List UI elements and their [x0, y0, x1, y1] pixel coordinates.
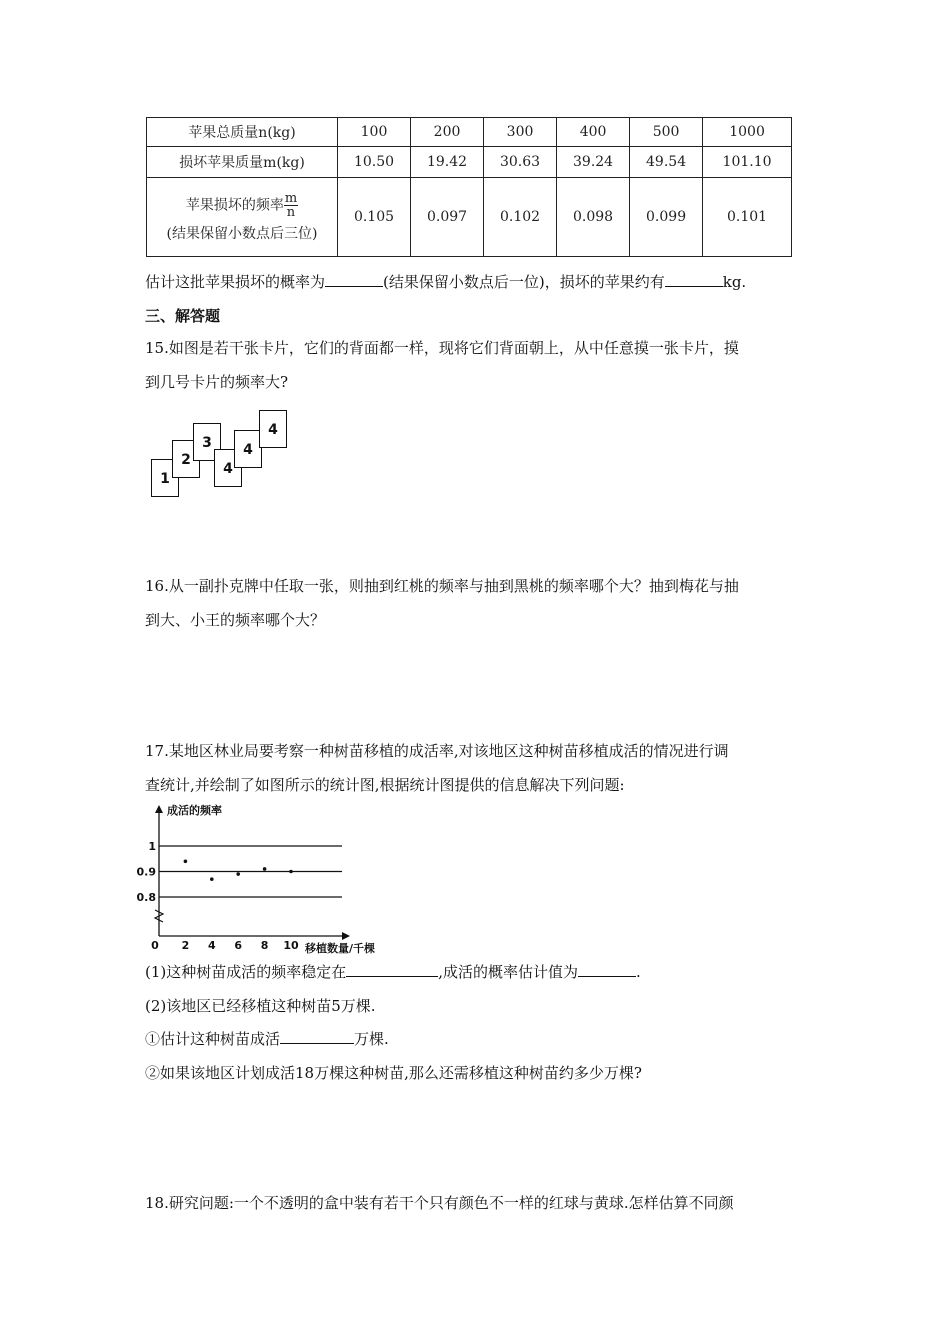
table-cell: 101.10 [703, 147, 792, 178]
data-point [184, 860, 188, 864]
table-cell: 400 [557, 118, 630, 147]
table-cell: 0.102 [484, 178, 557, 257]
row-label: 苹果总质量n(kg) [147, 118, 338, 147]
q17-sub2-1-text-b: 万棵. [354, 1030, 389, 1048]
table-cell: 500 [630, 118, 703, 147]
card-4: 4 [234, 430, 262, 468]
fraction-denominator: n [286, 204, 296, 220]
x-tick-label: 6 [234, 939, 243, 952]
q17-sub2-1-text-a: ①估计这种树苗成活 [145, 1030, 281, 1048]
q17-sub2: (2)该地区已经移植这种树苗5万棵. [145, 997, 376, 1015]
y-axis-arrow [155, 805, 163, 813]
q17-line-2: 查统计,并绘制了如图所示的统计图,根据统计图提供的信息解决下列问题: [145, 776, 625, 794]
q17-line-1: 17.某地区林业局要考察一种树苗移植的成活率,对该地区这种树苗移植成活的情况进行调 [145, 742, 729, 760]
rounding-note: (结果保留小数点后三位) [166, 225, 318, 242]
answer-blank[interactable] [280, 1029, 354, 1044]
card-4: 4 [214, 449, 242, 487]
q17-sub1-text-b: ,成活的概率估计值为 [438, 963, 579, 981]
table-cell: 0.101 [703, 178, 792, 257]
q17-sub1-text-a: (1)这种树苗成活的频率稳定在 [145, 963, 347, 981]
card-2: 2 [172, 440, 200, 478]
x-tick-label: 10 [283, 939, 299, 952]
table-cell: 0.099 [630, 178, 703, 257]
cards-figure [150, 408, 290, 503]
y-tick-label: 1 [148, 840, 156, 853]
x-tick-label: 4 [207, 939, 216, 952]
x-axis-label: 移植数量/千棵 [305, 942, 376, 955]
frequency-label-text: 苹果损坏的频率 [185, 197, 284, 213]
table-cell: 100 [338, 118, 411, 147]
q18-line-1: 18.研究问题:一个不透明的盒中装有若干个只有颜色不一样的红球与黄球.怎样估算不同颜 [145, 1194, 734, 1212]
q15-line-2: 到几号卡片的频率大? [145, 373, 289, 391]
answer-blank[interactable] [325, 272, 383, 287]
q14-text-2: (结果保留小数点后一位)，损坏的苹果约有 [383, 273, 665, 291]
table-cell: 30.63 [484, 147, 557, 178]
y-tick-label: 0.8 [136, 891, 156, 904]
fraction-numerator: m [284, 190, 298, 206]
q16-line-1: 16.从一副扑克牌中任取一张，则抽到红桃的频率与抽到黑桃的频率哪个大？抽到梅花与抽 [145, 577, 739, 595]
apple-frequency-table [146, 117, 792, 257]
table-cell: 300 [484, 118, 557, 147]
q15-line-1: 15.如图是若干张卡片，它们的背面都一样，现将它们背面朝上，从中任意摸一张卡片，摸 [145, 339, 739, 357]
axis-break [155, 910, 163, 922]
q14-text-3: kg. [722, 273, 747, 291]
q17-sub1 [145, 962, 641, 982]
x-axis-arrow [342, 932, 350, 940]
q17-sub1-text-c: . [636, 963, 641, 981]
q17-sub2-2: ②如果该地区计划成活18万棵这种树苗,那么还需移植这种树苗约多少万棵? [145, 1064, 642, 1082]
fraction-m-over-n [284, 192, 298, 219]
card-1: 1 [151, 459, 179, 497]
card-4: 4 [259, 410, 287, 448]
table-cell: 49.54 [630, 147, 703, 178]
survival-frequency-chart [136, 800, 400, 955]
x-tick-label: 2 [181, 939, 190, 952]
data-point [289, 870, 293, 874]
table-cell: 19.42 [411, 147, 484, 178]
origin-label: 0 [151, 939, 159, 952]
q14-answer-line [145, 272, 746, 292]
answer-blank[interactable] [665, 272, 723, 287]
table-row [147, 147, 792, 178]
table-cell: 10.50 [338, 147, 411, 178]
table-cell: 39.24 [557, 147, 630, 178]
table-row [147, 178, 792, 257]
table-cell: 0.098 [557, 178, 630, 257]
table-cell: 200 [411, 118, 484, 147]
y-tick-label: 0.9 [136, 865, 156, 879]
answer-blank[interactable] [346, 962, 438, 977]
x-tick-label: 8 [260, 939, 269, 952]
q17-sub2-1 [145, 1029, 389, 1049]
row-label [147, 178, 338, 257]
table-row [147, 118, 792, 147]
y-axis-label: 成活的频率 [167, 804, 222, 817]
answer-blank[interactable] [578, 962, 636, 977]
q16-line-2: 到大、小王的频率哪个大？ [145, 611, 326, 629]
q14-text-1: 估计这批苹果损坏的概率为 [145, 273, 326, 291]
data-point [210, 877, 214, 881]
table-cell: 1000 [703, 118, 792, 147]
frequency-label [147, 192, 337, 219]
data-point [236, 872, 240, 876]
table-cell: 0.097 [411, 178, 484, 257]
data-point [263, 867, 267, 871]
row-label: 损坏苹果质量m(kg) [147, 147, 338, 178]
card-3: 3 [193, 423, 221, 461]
section-title: 三、解答题 [145, 307, 221, 325]
table-cell: 0.105 [338, 178, 411, 257]
